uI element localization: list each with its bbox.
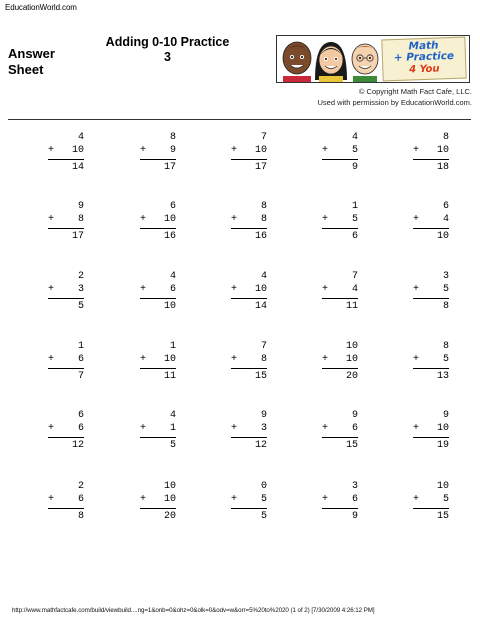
plus-sign: +	[322, 214, 329, 225]
addition-problem	[140, 481, 176, 527]
addend-bottom: 10	[436, 145, 449, 156]
site-header: EducationWorld.com	[5, 3, 77, 12]
sum-line	[140, 228, 176, 229]
sum-line	[48, 368, 84, 369]
sum-line	[231, 437, 267, 438]
plus-sign: +	[322, 423, 329, 434]
sum-answer: 9	[351, 162, 358, 173]
addend-bottom: 10	[163, 354, 176, 365]
addend-top: 8	[442, 341, 449, 352]
plus-sign: +	[231, 494, 238, 505]
sum-answer: 11	[163, 371, 176, 382]
sum-answer: 17	[254, 162, 267, 173]
addend-top: 2	[77, 481, 84, 492]
sum-line	[413, 228, 449, 229]
addend-bottom: 3	[260, 423, 267, 434]
addend-top: 2	[77, 271, 84, 282]
sum-line	[322, 159, 358, 160]
plus-sign: +	[322, 494, 329, 505]
sum-answer: 12	[71, 440, 84, 451]
plus-sign: +	[231, 214, 238, 225]
plus-sign: +	[48, 494, 55, 505]
addend-top: 10	[163, 481, 176, 492]
addend-bottom: 10	[71, 145, 84, 156]
addend-top: 6	[442, 201, 449, 212]
kid-face-3	[352, 44, 378, 83]
sum-line	[413, 159, 449, 160]
sum-answer: 16	[254, 231, 267, 242]
addend-bottom: 10	[254, 145, 267, 156]
addend-top: 7	[260, 132, 267, 143]
answer-sheet-label	[8, 46, 55, 78]
sum-line	[413, 298, 449, 299]
plus-sign: +	[413, 494, 420, 505]
sum-line	[140, 298, 176, 299]
addition-problem	[413, 132, 449, 178]
addend-top: 3	[442, 271, 449, 282]
sum-line	[140, 159, 176, 160]
plus-sign: +	[322, 145, 329, 156]
addend-bottom: 5	[442, 494, 449, 505]
sum-line	[48, 437, 84, 438]
plus-sign: +	[140, 354, 147, 365]
sum-answer: 6	[351, 231, 358, 242]
addend-bottom: 6	[77, 494, 84, 505]
addend-top: 1	[169, 341, 176, 352]
plus-sign: +	[140, 145, 147, 156]
sum-answer: 15	[345, 440, 358, 451]
addition-problem	[322, 341, 358, 387]
addition-problem	[48, 481, 84, 527]
addend-top: 6	[169, 201, 176, 212]
sum-line	[413, 508, 449, 509]
addend-bottom: 8	[77, 214, 84, 225]
addition-problem	[231, 481, 267, 527]
addition-problem	[231, 341, 267, 387]
addend-top: 9	[351, 410, 358, 421]
addition-problem	[231, 132, 267, 178]
addend-top: 1	[351, 201, 358, 212]
addend-top: 1	[77, 341, 84, 352]
sum-line	[231, 508, 267, 509]
sum-answer: 17	[71, 231, 84, 242]
addend-top: 4	[169, 410, 176, 421]
addition-problem	[231, 201, 267, 247]
plus-sign: +	[413, 423, 420, 434]
addend-bottom: 9	[169, 145, 176, 156]
permission-line: Used with permission by EducationWorld.com.	[317, 98, 472, 107]
sum-line	[48, 508, 84, 509]
sum-line	[322, 508, 358, 509]
sum-line	[48, 228, 84, 229]
addend-bottom: 5	[351, 214, 358, 225]
addition-problem	[140, 132, 176, 178]
addend-bottom: 4	[442, 214, 449, 225]
sum-line	[413, 368, 449, 369]
sum-answer: 12	[254, 440, 267, 451]
sum-line	[231, 159, 267, 160]
answer-label-line: Sheet	[8, 62, 44, 77]
addend-top: 4	[169, 271, 176, 282]
plus-sign: +	[413, 145, 420, 156]
plus-sign: +	[231, 284, 238, 295]
addend-bottom: 4	[351, 284, 358, 295]
sum-answer: 15	[436, 511, 449, 522]
addend-bottom: 10	[254, 284, 267, 295]
addition-problem	[48, 410, 84, 456]
sum-answer: 18	[436, 162, 449, 173]
sum-answer: 9	[351, 511, 358, 522]
sum-line	[140, 508, 176, 509]
sum-answer: 8	[442, 301, 449, 312]
addend-bottom: 5	[351, 145, 358, 156]
math-practice-logo	[276, 35, 470, 83]
addend-bottom: 5	[442, 354, 449, 365]
sum-answer: 11	[345, 301, 358, 312]
sum-answer: 20	[345, 371, 358, 382]
copyright-notice	[317, 86, 472, 108]
page-title	[90, 35, 245, 65]
sum-answer: 20	[163, 511, 176, 522]
addend-bottom: 10	[345, 354, 358, 365]
plus-sign: +	[413, 214, 420, 225]
sum-line	[140, 437, 176, 438]
addition-problem	[413, 481, 449, 527]
sum-answer: 10	[436, 231, 449, 242]
addend-bottom: 6	[169, 284, 176, 295]
copyright-line: © Copyright Math Fact Cafe, LLC.	[358, 87, 472, 96]
plus-sign: +	[231, 145, 238, 156]
plus-sign: +	[322, 284, 329, 295]
sum-answer: 7	[77, 371, 84, 382]
sum-answer: 17	[163, 162, 176, 173]
addend-top: 10	[345, 341, 358, 352]
header-divider	[8, 119, 471, 120]
addend-top: 6	[77, 410, 84, 421]
addend-top: 8	[260, 201, 267, 212]
plus-sign: +	[140, 494, 147, 505]
plus-sign: +	[48, 354, 55, 365]
plus-sign: +	[231, 354, 238, 365]
sum-answer: 10	[163, 301, 176, 312]
addition-problem	[322, 410, 358, 456]
kids-illustration	[277, 36, 387, 83]
sum-line	[322, 368, 358, 369]
addend-top: 9	[260, 410, 267, 421]
addition-problem	[413, 410, 449, 456]
sum-answer: 19	[436, 440, 449, 451]
addend-top: 7	[351, 271, 358, 282]
sum-answer: 5	[77, 301, 84, 312]
addition-problem	[48, 132, 84, 178]
addend-top: 10	[436, 481, 449, 492]
logo-text-math: Math	[408, 39, 439, 53]
addend-top: 4	[260, 271, 267, 282]
addition-problem	[413, 271, 449, 317]
sum-answer: 15	[254, 371, 267, 382]
kid-face-2	[315, 42, 347, 83]
addition-problem	[48, 271, 84, 317]
sum-line	[322, 228, 358, 229]
logo-text-4you: 4 You	[408, 63, 440, 76]
addend-top: 3	[351, 481, 358, 492]
addend-bottom: 10	[163, 214, 176, 225]
addition-problem	[231, 410, 267, 456]
addition-problem	[140, 271, 176, 317]
plus-sign: +	[140, 214, 147, 225]
plus-sign: +	[140, 423, 147, 434]
addend-bottom: 5	[442, 284, 449, 295]
addition-problem	[48, 341, 84, 387]
addend-bottom: 6	[77, 423, 84, 434]
addend-top: 7	[260, 341, 267, 352]
addition-problem	[322, 132, 358, 178]
addend-top: 8	[442, 132, 449, 143]
logo-text-practice: + Practice	[393, 49, 455, 65]
addend-bottom: 10	[436, 423, 449, 434]
plus-sign: +	[413, 354, 420, 365]
plus-sign: +	[140, 284, 147, 295]
title-subtitle: 3	[164, 50, 171, 64]
sum-line	[140, 368, 176, 369]
sum-line	[231, 228, 267, 229]
plus-sign: +	[48, 423, 55, 434]
addition-problem	[322, 481, 358, 527]
addend-top: 0	[260, 481, 267, 492]
sum-answer: 8	[77, 511, 84, 522]
sum-answer: 16	[163, 231, 176, 242]
sum-line	[322, 298, 358, 299]
addend-bottom: 1	[169, 423, 176, 434]
addition-problem	[413, 201, 449, 247]
addend-bottom: 8	[260, 354, 267, 365]
sum-line	[322, 437, 358, 438]
addend-top: 4	[351, 132, 358, 143]
plus-sign: +	[231, 423, 238, 434]
sum-line	[48, 159, 84, 160]
addition-problem	[140, 410, 176, 456]
plus-sign: +	[48, 214, 55, 225]
sum-answer: 13	[436, 371, 449, 382]
sum-line	[413, 437, 449, 438]
sum-answer: 5	[260, 511, 267, 522]
addend-bottom: 3	[77, 284, 84, 295]
plus-sign: +	[322, 354, 329, 365]
kid-face-1	[283, 42, 311, 83]
addend-top: 8	[169, 132, 176, 143]
addend-top: 9	[77, 201, 84, 212]
addition-problem	[322, 271, 358, 317]
addition-problem	[322, 201, 358, 247]
sum-line	[231, 368, 267, 369]
addend-bottom: 6	[351, 423, 358, 434]
page-footer-url: http://www.mathfactcafe.com/build/viewbuild....ng=1&onb=0&ohz=0&olk=0&odv=w&orr=5%20to%2020 (1 of 2) [7/30/2009 4:26:12 PM]	[12, 607, 375, 614]
sum-answer: 14	[71, 162, 84, 173]
addition-problem	[140, 201, 176, 247]
addition-problem	[48, 201, 84, 247]
addition-problem	[231, 271, 267, 317]
addend-bottom: 8	[260, 214, 267, 225]
plus-sign: +	[48, 145, 55, 156]
addend-top: 4	[77, 132, 84, 143]
addend-top: 9	[442, 410, 449, 421]
addend-bottom: 6	[77, 354, 84, 365]
logo-card	[381, 37, 466, 82]
plus-sign: +	[413, 284, 420, 295]
sum-answer: 14	[254, 301, 267, 312]
addition-problem	[140, 341, 176, 387]
addition-problem	[413, 341, 449, 387]
answer-label-line: Answer	[8, 46, 55, 61]
plus-sign: +	[48, 284, 55, 295]
addend-bottom: 6	[351, 494, 358, 505]
addend-bottom: 10	[163, 494, 176, 505]
sum-answer: 5	[169, 440, 176, 451]
title-line: Adding 0-10 Practice	[105, 35, 230, 49]
sum-line	[231, 298, 267, 299]
sum-line	[48, 298, 84, 299]
addend-bottom: 5	[260, 494, 267, 505]
